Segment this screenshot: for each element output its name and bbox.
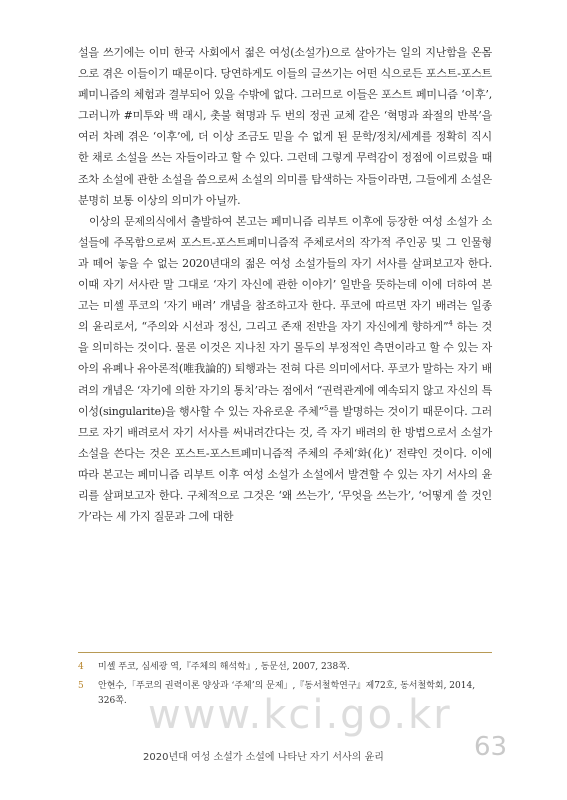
- footnote-number: 5: [78, 681, 84, 691]
- paragraph-2-part-1: 이상의 문제의식에서 출발하여 본고는 페미니즘 리부트 이후에 등장한 여성 소설가 소설들에 주목함으로써 포스트-포스트페미니즘적 주체로서의 작가적 주인공 및 그 인물형과 떼어 놓을 수 없는 2020년대의 젊은 여성 소설가들의 자기 서사를 살펴보고자 한다. 이때 자기 서사란 말 그대로 ‘자기 자신에 관한 이야기’ 일반을 뜻하는데 이에 더하여 본고는 미셸 푸코의 ‘자기 배려’ 개념을 참조하고자 한다. 푸코에 따르면 자기 배려는 일종의 윤리로서, “주의와 시선과 정신, 그리고 존재 전반을 자기 자신에게 향하게”: [78, 214, 492, 334]
- page-number: 63: [474, 732, 508, 762]
- footnote-4: [78, 660, 492, 675]
- paragraph-2-part-3: 를 발명하는 것이기 때문이다. 그러므로 자기 배려로서 자기 서사를 써내려간다는 것, 즉 자기 배려의 한 방법으로서 소설가 소설을 쓴다는 것은 포스트-포스트페미니즘적 주체의 주체‘화(化)’ 전략인 것이다. 이에 따라 본고는 페미니즘 리부트 이후 여성 소설가 소설에서 발견할 수 있는 자기 서사의 윤리를 살펴보고자 한다. 구체적으로 그것은 ‘왜 쓰는가’, ‘무엇을 쓰는가’, ‘어떻게 쓸 것인가’라는 세 가지 질문과 그에 대한: [78, 404, 492, 524]
- paragraph-2: [78, 211, 492, 527]
- watermark: www.kci.go.kr: [148, 692, 452, 738]
- footnote-text: 안현수,「푸코의 권력이론 양상과 ‘주체’의 문제」,『동서철학연구』제72호, 동서철학회, 2014, 326쪽.: [98, 681, 476, 706]
- footnote-text: 미셸 푸코, 심세광 역,『주체의 해석학』, 동문선, 2007, 238쪽.: [98, 662, 350, 672]
- running-footer: 2020년대 여성 소설가 소설에 나타난 자기 서사의 윤리: [143, 752, 384, 763]
- paragraph-2-part-2: 하는 것을 의미하는 것이다. 물론 이것은 지나친 자기 몰두의 부정적인 측면이라고 할 수 있는 자아의 유폐나 유아론적(唯我論的) 퇴행과는 전혀 다른 의미에서다. 푸코가 말하는 자기 배려의 개념은 ‘자기에 의한 자기의 통치’라는 점에서 “권력관계에 예속되지 않고 자신의 특이성(singularite)을 행사할 수 있는 자유로운 주체”: [78, 320, 493, 418]
- footnote-ref-4[interactable]: 4: [448, 319, 453, 328]
- footnote-number: 4: [78, 662, 84, 672]
- footnote-divider: [78, 652, 492, 653]
- paragraph-1: 설을 쓰기에는 이미 한국 사회에서 젊은 여성(소설가)으로 살아가는 일의 지난함을 온몸으로 겪은 이들이기 때문이다. 당연하게도 이들의 글쓰기는 어떤 식으로든 포스트-포스트페미니즘의 체험과 결부되어 있을 수밖에 없다. 그러므로 이들은 포스트 페미니즘 ‘이후’, 그러니까 #미투와 백 래시, 촛불 혁명과 두 번의 정권 교체 같은 ‘혁명과 좌절의 반복’을 여러 차례 겪은 ‘이후’에, 더 이상 조금도 믿을 수 없게 된 문학/정치/세계를 정확히 직시한 채로 소설을 쓰는 자들이라고 할 수 있다. 그런데 그렇게 무력감이 정점에 이르렀을 때조차 소설에 관한 소설을 씀으로써 소설의 의미를 탐색하는 자들이라면, 그들에게 소설은 분명히 보통 이상의 의미가 아닐까.: [78, 46, 492, 207]
- body-text: [78, 42, 492, 527]
- footnote-ref-5[interactable]: 5: [324, 403, 329, 412]
